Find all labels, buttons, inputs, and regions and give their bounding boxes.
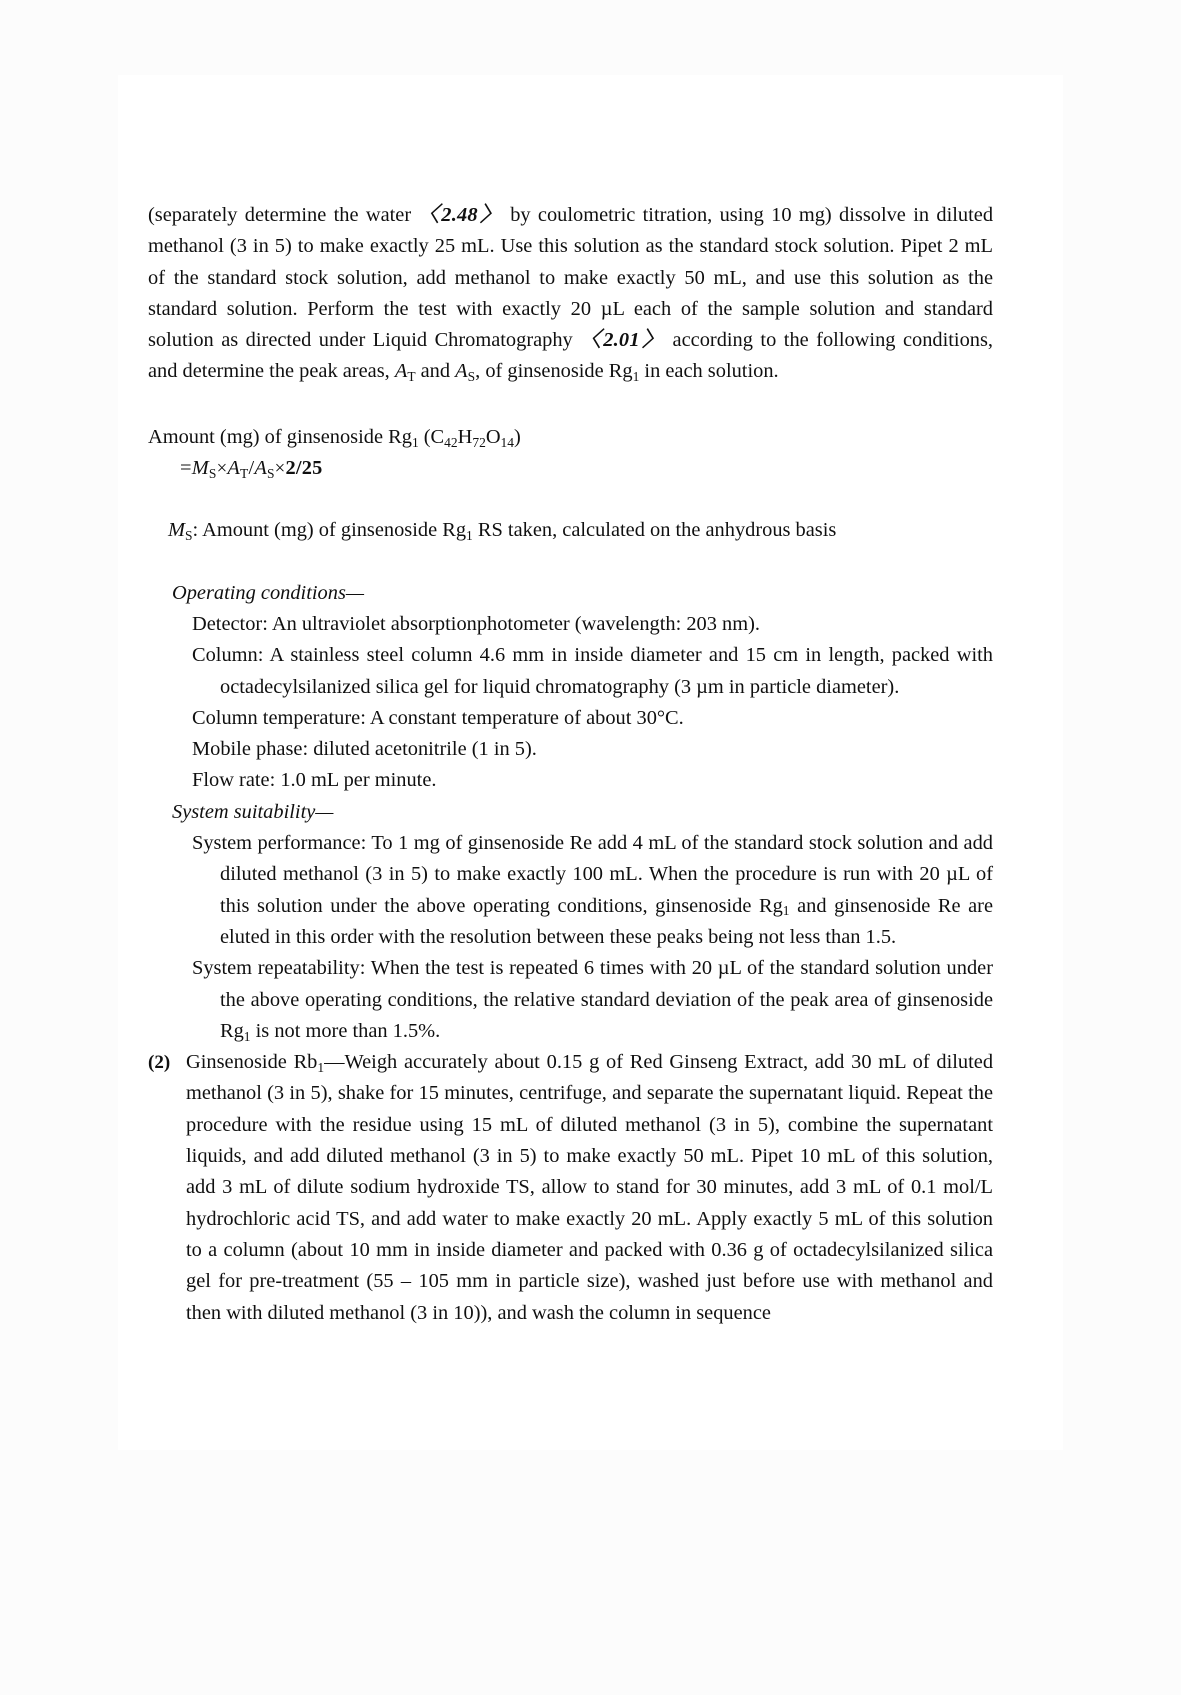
spacer-after-paragraph-1 — [148, 388, 993, 422]
spacer-after-ms-definition — [148, 547, 993, 578]
page-sheet — [118, 75, 1063, 1450]
reference-2-01: 〈2.01〉 — [580, 329, 666, 352]
text-each-solution: in each solution. — [639, 360, 779, 383]
entry-text-system-repeatability-part1: : When the test is repeated 6 times with 20 µL of the standard solution under the above operating conditions, the relative standard deviation of the peak area of ginsenoside Rg — [220, 957, 993, 1042]
formula-title-subscript-1: 1 — [411, 434, 419, 450]
subscript-as-s: S — [266, 465, 275, 481]
subscript-rg1-repeatability: 1 — [243, 1028, 251, 1044]
text-mid-paragraph-1: by coulometric titration, using 10 mg) dissolve in diluted methanol (3 in 5) to make exactly 25 mL. Use this solution as the standard stock solution. Pipet 2 mL of the standard stock solution, add methanol to make exactly 50 mL, and use this solution as the standard solution. Perform the test with exactly 20 µL each of the sample solution and standard solution as directed under Liquid Chromatography — [148, 204, 994, 352]
variable-at-numerator: A — [227, 457, 241, 480]
formula-element-h: H — [457, 425, 473, 448]
variable-ms: M — [191, 457, 209, 480]
heading-system-suitability: System suitability— — [172, 800, 334, 823]
entry-label-column-temperature: Column temperature — [192, 706, 361, 729]
entry-text-system-repeatability-part2: is not more than 1.5%. — [250, 1019, 441, 1042]
entry-detector — [148, 609, 993, 640]
variable-a-t: A — [394, 360, 408, 383]
formula-close-paren: ) — [514, 425, 521, 448]
subscript-rg1-ms-def: 1 — [466, 528, 473, 544]
subscript-ms-s: S — [208, 465, 217, 481]
entry-text-detector: : An ultraviolet absorptionphotometer (wavelength: 203 nm). — [262, 612, 760, 635]
entry-system-repeatability — [148, 953, 993, 1047]
formula-subscript-42: 42 — [444, 434, 458, 450]
entry-label-flow-rate: Flow rate — [192, 769, 270, 792]
ratio-2-25: 2/25 — [285, 457, 323, 480]
subscript-rb1: 1 — [317, 1059, 325, 1075]
formula-equation — [148, 453, 993, 484]
formula-title-prefix: Amount (mg) of ginsenoside Rg — [148, 425, 412, 448]
conjunction-and: and — [415, 360, 456, 383]
division-slash: / — [248, 457, 255, 480]
entry-label-system-performance: System performance — [192, 832, 361, 855]
entry-text-system-performance-part2: and ginsenoside Re are eluted in this order with the resolution between these peaks being not less than 1.5. — [220, 894, 993, 948]
subscript-ms-definition: S — [185, 528, 193, 544]
entry-text-mobile-phase: : diluted acetonitrile (1 in 5). — [302, 738, 537, 761]
formula-subscript-14: 14 — [500, 434, 514, 450]
heading-operating-conditions: Operating conditions— — [172, 581, 365, 604]
numbered-item-2 — [148, 1047, 993, 1329]
item-marker-2: (2) — [148, 1052, 171, 1074]
entry-text-column: : A stainless steel column 4.6 mm in inside diameter and 15 cm in length, packed with octadecylsilanized silica gel for liquid chromatography (3 µm in particle diameter). — [220, 644, 993, 698]
text-after-ref-2-01: according to the following conditions, and determine the peak areas, — [148, 329, 994, 383]
ms-definition-text-prefix: : Amount (mg) of ginsenoside Rg — [192, 519, 467, 542]
entry-mobile-phase — [148, 734, 993, 765]
variable-a-s: A — [455, 360, 468, 383]
paragraph-sample-preparation — [148, 200, 993, 388]
formula-element-o: O — [485, 425, 501, 448]
subscript-t: T — [407, 369, 416, 385]
entry-text-system-performance-part1: : To 1 mg of ginsenoside Re add 4 mL of the standard stock solution and add diluted methanol (3 in 5) to make exactly 100 mL. When the procedure is run with 20 µL of this solution under the above operating conditions, ginsenoside Rg — [220, 832, 993, 917]
text-ginsenoside-rg: , of ginsenoside Rg — [475, 360, 633, 383]
variable-ms-symbol: M — [168, 519, 185, 542]
entry-flow-rate — [148, 765, 993, 796]
variable-as-denominator: A — [254, 457, 267, 480]
item2-name-prefix: Ginsenoside Rb — [186, 1051, 318, 1074]
entry-label-system-repeatability: System repeatability — [192, 957, 360, 980]
ms-definition-text-suffix: RS taken, calculated on the anhydrous basis — [472, 519, 837, 542]
spacer-after-formula — [148, 484, 993, 515]
entry-text-column-temperature: : A constant temperature of about 30°C. — [360, 706, 684, 729]
entry-label-detector: Detector — [192, 612, 263, 635]
subscript-s: S — [467, 369, 476, 385]
subscript-rg1-performance: 1 — [782, 903, 790, 919]
ms-definition — [148, 515, 993, 546]
formula-subscript-72: 72 — [472, 434, 486, 450]
formula-title — [148, 422, 993, 453]
entry-system-performance — [148, 828, 993, 953]
equals-sign: = — [180, 457, 192, 480]
text-before-ref-2-48: (separately determine the water — [148, 204, 419, 226]
entry-label-column: Column — [192, 644, 258, 667]
multiply-sign-2: × — [274, 458, 286, 480]
entry-label-mobile-phase: Mobile phase — [192, 738, 303, 761]
entry-text-flow-rate: : 1.0 mL per minute. — [269, 769, 437, 792]
subscript-at-t: T — [240, 465, 249, 481]
subscript-one-rg1: 1 — [632, 369, 640, 385]
document-text-column — [148, 200, 993, 1329]
item2-body-text: —Weigh accurately about 0.15 g of Red Ginseng Extract, add 30 mL of diluted methanol (3 in 5), shake for 15 minutes, centrifuge, and separate the supernatant liquid. Repeat the procedure with the residue using 15 mL of diluted methanol (3 in 5), combine the supernatant liquids, and add diluted methanol (3 in 5) to make exactly 50 mL. Pipet 10 mL of this solution, add 3 mL of dilute sodium hydroxide TS, allow to stand for 30 minutes, add 3 mL of 0.1 mol/L hydrochloric acid TS, and add water to make exactly 20 mL. Apply exactly 5 mL of this solution to a column (about 10 mm in inside diameter and packed with 0.36 g of octadecylsilanized silica gel for pre-treatment (55 – 105 mm in particle size), washed just before use with methanol and then with diluted methanol (3 in 10)), and wash the column in sequence — [186, 1051, 994, 1324]
multiply-sign-1: × — [216, 458, 228, 480]
entry-column — [148, 640, 993, 703]
reference-2-48: 〈2.48〉 — [418, 204, 503, 226]
formula-open-paren-c: (C — [418, 425, 445, 448]
entry-column-temperature — [148, 703, 993, 734]
